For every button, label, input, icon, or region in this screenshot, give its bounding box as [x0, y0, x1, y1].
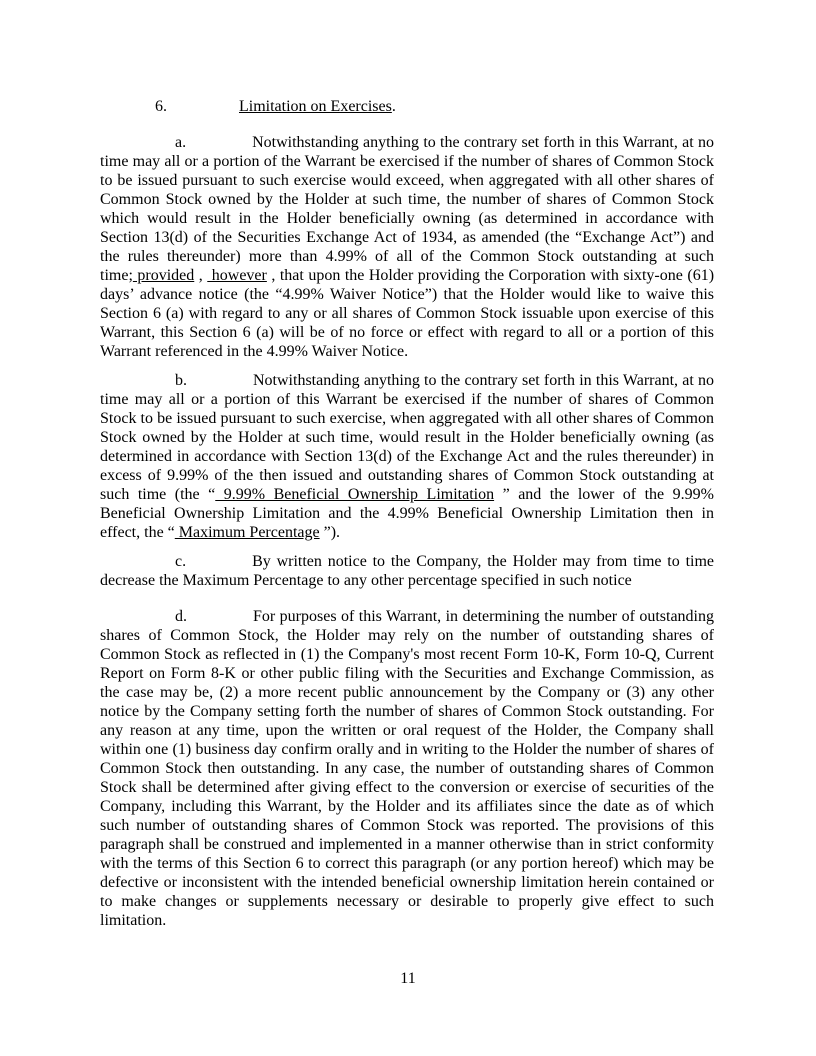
- heading-number: 6.: [155, 98, 167, 115]
- paragraph-tab: [187, 384, 253, 385]
- paragraph-indent: [100, 565, 175, 566]
- paragraph-text: ” and the lower of the 9.99% Beneficial Ownership Limitation and the 4.99% Beneficial Ownership Limitation then in effect, the “: [100, 486, 714, 541]
- paragraph-label: a.: [175, 134, 187, 151]
- defined-term: 9.99% Beneficial Ownership Limitation: [215, 486, 495, 503]
- heading-tab: [167, 110, 239, 111]
- page-number: 11: [400, 970, 416, 987]
- paragraph-label: b.: [175, 372, 187, 389]
- paragraph-label: c.: [175, 553, 187, 570]
- heading-suffix: .: [391, 98, 396, 115]
- defined-term: provided: [132, 267, 195, 284]
- paragraph-text: ,: [194, 267, 208, 284]
- paragraph-label: d.: [175, 608, 187, 625]
- paragraph-indent: [100, 146, 175, 147]
- paragraph-indent: [100, 384, 175, 385]
- paragraph-indent: [100, 620, 175, 621]
- section-heading: [100, 97, 714, 116]
- paragraph-text: ”).: [319, 524, 341, 541]
- heading-title: Limitation on Exercises: [239, 98, 392, 115]
- paragraph-text: , that upon the Holder providing the Corporation with sixty-one (61) days’ advance notice (the “4.99% Waiver Notice”) that the Holder would like to waive this Section 6 (a) with regard to any or all shares of Common Stock issuable upon exercise of this Warrant, this Section 6 (a) will be of no force or effect with regard to all or a portion of this Warrant referenced in the 4.99% Waiver Notice.: [100, 267, 715, 360]
- paragraph-text: For purposes of this Warrant, in determining the number of outstanding shares of Common Stock, the Holder may rely on the number of outstanding shares of Common Stock as reflected in (1) the Company's most recent Form 10-K, Form 10-Q, Current Report on Form 8-K or other public filing with the Securities and Exchange Commission, as the case may be, (2) a more recent public announcement by the Company or (3) any other notice by the Company setting forth the number of shares of Common Stock outstanding. For any reason at any time, upon the written or oral request of the Holder, the Company shall within one (1) business day confirm orally and in writing to the Holder the number of shares of Common Stock then outstanding. In any case, the number of outstanding shares of Common Stock shall be determined after giving effect to the conversion or exercise of securities of the Company, including this Warrant, by the Holder and its affiliates since the date as of which such number of outstanding shares of Common Stock was reported. The provisions of this paragraph shall be construed and implemented in a manner otherwise than in strict conformity with the terms of this Section 6 to correct this paragraph (or any portion hereof) which may be defective or inconsistent with the intended beneficial ownership limitation herein contained or to make changes or supplements necessary or desirable to properly give effect to such limitation.: [100, 608, 714, 929]
- document-body: [100, 133, 714, 930]
- defined-term: Maximum Percentage: [174, 524, 320, 541]
- defined-term: however: [207, 267, 267, 284]
- paragraph-tab: [186, 146, 252, 147]
- paragraph-tab: [187, 620, 253, 621]
- paragraph-text: Notwithstanding anything to the contrary set forth in this Warrant, at no time may all or a portion of this Warrant be exercised if the number of shares of Common Stock to be issued pursuant to such exercise, when aggregated with all other shares of Common Stock owned by the Holder at such time, would result in the Holder beneficially owning (as determined in accordance with Section 13(d) of the Exchange Act and the rules thereunder) in excess of 9.99% of the then issued and outstanding shares of Common Stock outstanding at such time (the “: [100, 372, 714, 503]
- paragraph-text: By written notice to the Company, the Holder may from time to time decrease the Maximum Percentage to any other percentage specified in such notice: [100, 553, 714, 589]
- paragraph: [100, 607, 714, 930]
- paragraph-tab: [186, 565, 252, 566]
- paragraph: [100, 552, 714, 590]
- paragraph: [100, 133, 714, 361]
- paragraph-text: Notwithstanding anything to the contrary set forth in this Warrant, at no time may all or a portion of the Warrant be exercised if the number of shares of Common Stock to be issued pursuant to such exercise would exceed, when aggregated with all other shares of Common Stock owned by the Holder at such time, the number of shares of Common Stock which would result in the Holder beneficially owning (as determined in accordance with Section 13(d) of the Securities Exchange Act of 1934, as amended (the “Exchange Act”) and the rules thereunder) more than 4.99% of all of the Common Stock outstanding at such time;: [100, 134, 714, 284]
- heading-indent: [100, 110, 155, 111]
- paragraph: [100, 371, 714, 542]
